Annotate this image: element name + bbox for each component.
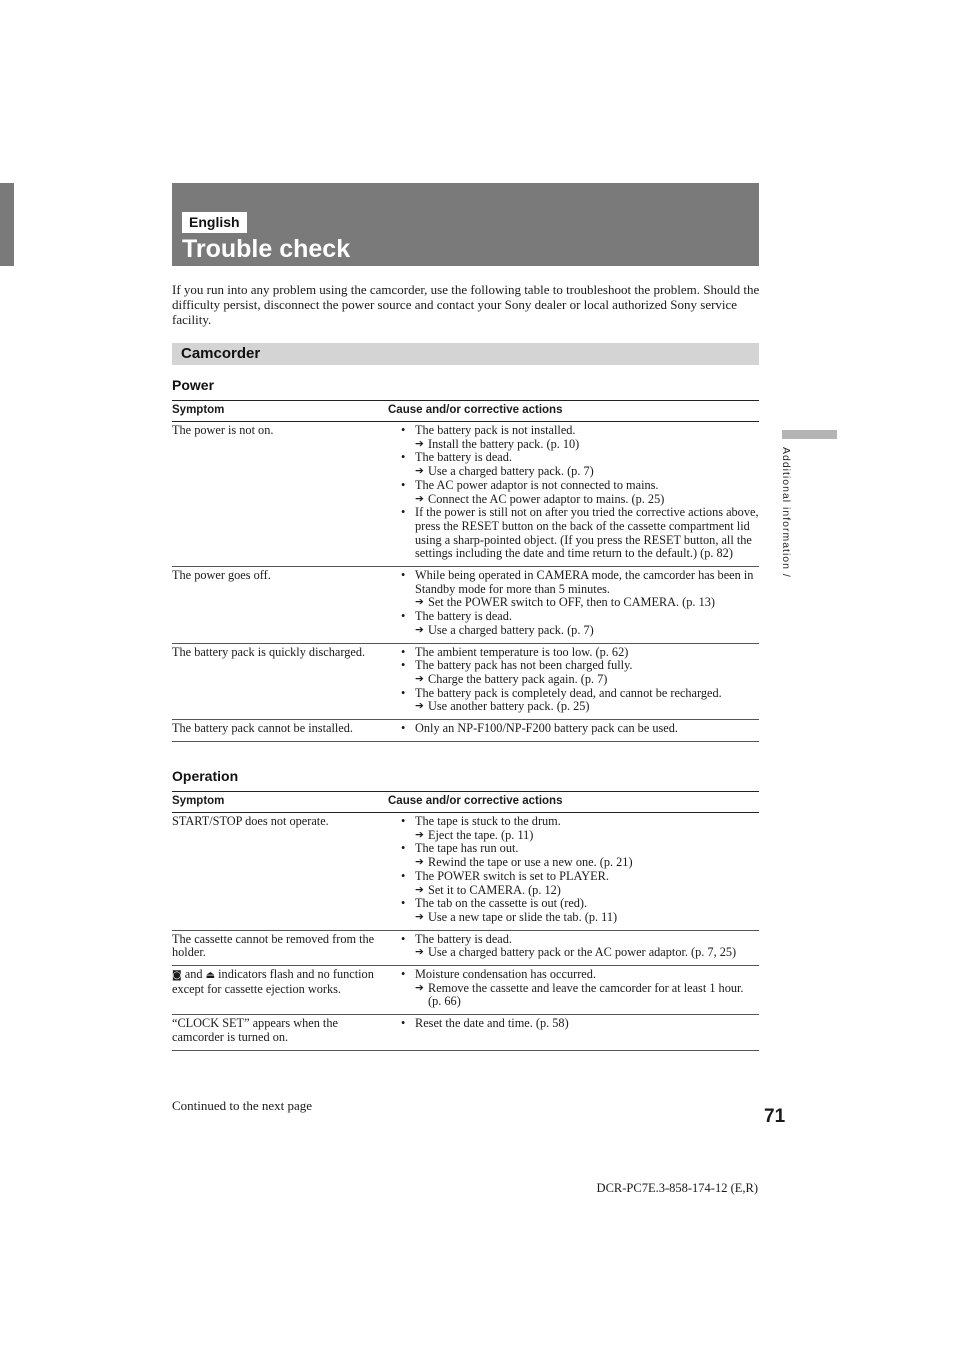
action-line: [415, 493, 759, 507]
action-text: Use a charged battery pack or the AC power adaptor. (p. 7, 25): [428, 945, 737, 960]
side-section-label: Additional information /: [780, 447, 792, 578]
cause-item: [388, 610, 759, 637]
cause-item: [388, 1017, 759, 1031]
section-title: Camcorder: [181, 345, 261, 362]
cause-header: Cause and/or corrective actions: [388, 401, 759, 422]
cause-item: [388, 479, 759, 506]
action-text: Remove the cassette and leave the camcorder for at least 1 hour. (p. 66): [428, 980, 744, 1009]
cause-text: The battery pack is not installed.: [415, 423, 576, 437]
table-row: [172, 930, 759, 965]
action-text: Use another battery pack. (p. 25): [428, 699, 590, 714]
arrow-icon: ➔: [415, 492, 424, 505]
cause-text: The AC power adaptor is not connected to mains.: [415, 477, 659, 492]
operation-heading: Operation: [172, 768, 239, 784]
cause-text: Moisture condensation has occurred.: [415, 967, 596, 982]
action-line: [415, 438, 759, 452]
table-row: [172, 813, 759, 931]
action-text: Use a new tape or slide the tab. (p. 11): [428, 909, 618, 924]
action-line: [415, 911, 759, 925]
cause-cell: [388, 643, 759, 720]
arrow-icon: ➔: [415, 856, 424, 869]
action-line: [415, 673, 759, 687]
symptom-cell: The battery pack is quickly discharged.: [172, 643, 388, 720]
action-text: Rewind the tape or use a new one. (p. 21): [428, 855, 633, 870]
table-row: [172, 643, 759, 720]
cause-text: Only an NP-F100/NP-F200 battery pack can be used.: [415, 721, 678, 736]
cause-item: [388, 722, 759, 736]
symptom-cell: The cassette cannot be removed from the holder.: [172, 930, 388, 965]
power-heading: Power: [172, 377, 215, 393]
action-line: [415, 596, 759, 610]
cause-cell: [388, 1015, 759, 1050]
symptom-cell: The power is not on.: [172, 422, 388, 567]
language-tag: English: [182, 212, 247, 233]
cause-item: [388, 569, 759, 610]
symptom-cell: “CLOCK SET” appears when the camcorder is turned on.: [172, 1015, 388, 1050]
action-line: [415, 700, 759, 714]
action-text: Use a charged battery pack. (p. 7): [428, 622, 594, 637]
cause-text: The battery is dead.: [415, 450, 512, 465]
action-text: Use a charged battery pack. (p. 7): [428, 464, 594, 479]
intro-paragraph: If you run into any problem using the camcorder, use the following table to troubleshoot the problem. Should the difficulty persist, disconnect the power source and contact your Sony dealer or local authorized Sony service facility.: [172, 282, 760, 327]
action-text: Install the battery pack. (p. 10): [428, 436, 580, 451]
arrow-icon: ➔: [415, 437, 424, 450]
cause-item: [388, 815, 759, 842]
action-line: [415, 829, 759, 843]
arrow-icon: ➔: [415, 596, 424, 609]
table-row: [172, 422, 759, 567]
action-line: [415, 946, 759, 960]
arrow-icon: ➔: [415, 946, 424, 959]
symptom-text-mid: and: [181, 967, 206, 982]
cause-item: [388, 506, 759, 561]
model-code: DCR-PC7E.3-858-174-12 (E,R): [596, 1181, 758, 1195]
action-line: [415, 624, 759, 638]
table-row: [172, 966, 759, 1015]
arrow-icon: ➔: [415, 910, 424, 923]
symptom-cell: [172, 966, 388, 1015]
action-text: Connect the AC power adaptor to mains. (p. 25): [428, 491, 665, 506]
arrow-icon: ➔: [415, 672, 424, 685]
left-edge-tab: [0, 183, 14, 266]
action-line: [415, 465, 759, 479]
action-text: Charge the battery pack again. (p. 7): [428, 671, 608, 686]
cause-text: Reset the date and time. (p. 58): [415, 1016, 569, 1031]
continued-note: Continued to the next page: [172, 1098, 313, 1113]
cause-text: The battery is dead.: [415, 931, 512, 946]
cause-text: The battery is dead.: [415, 609, 512, 624]
action-line: [415, 982, 759, 1009]
table-row: [172, 720, 759, 742]
page-number: 71: [764, 1106, 786, 1127]
side-section-bar: [782, 430, 837, 439]
cause-text: While being operated in CAMERA mode, the camcorder has been in Standby mode for more than 5 minutes.: [415, 568, 754, 596]
cause-item: [388, 968, 759, 1009]
table-header-row: [172, 401, 759, 422]
cause-cell: [388, 930, 759, 965]
symptom-header: Symptom: [172, 792, 388, 813]
cause-text: The tape has run out.: [415, 841, 519, 856]
table-row: [172, 567, 759, 644]
arrow-icon: ➔: [415, 700, 424, 713]
cause-text: The ambient temperature is too low. (p. 62): [415, 644, 629, 659]
symptom-text-rest: indicators flash and no function except for cassette ejection works.: [172, 967, 374, 996]
action-text: Set it to CAMERA. (p. 12): [428, 882, 561, 897]
table-row: [172, 1015, 759, 1050]
page-title: Trouble check: [182, 235, 351, 263]
arrow-icon: ➔: [415, 828, 424, 841]
arrow-icon: ➔: [415, 623, 424, 636]
action-text: Set the POWER switch to OFF, then to CAMERA. (p. 13): [428, 595, 715, 610]
cause-item: [388, 451, 759, 478]
cause-item: [388, 933, 759, 960]
cause-cell: [388, 567, 759, 644]
cause-text: The tape is stuck to the drum.: [415, 814, 561, 828]
cause-item: [388, 870, 759, 897]
section-band: [172, 343, 759, 365]
operation-table: [172, 791, 759, 1051]
cause-item: [388, 897, 759, 924]
cause-item: [388, 687, 759, 714]
arrow-icon: ➔: [415, 883, 424, 896]
symptom-cell: START/STOP does not operate.: [172, 813, 388, 931]
action-line: [415, 884, 759, 898]
cause-item: [388, 646, 759, 660]
action-text: Eject the tape. (p. 11): [428, 827, 534, 842]
action-line: [415, 856, 759, 870]
cause-text: The battery pack is completely dead, and cannot be recharged.: [415, 685, 722, 700]
cause-header: Cause and/or corrective actions: [388, 792, 759, 813]
cause-cell: [388, 966, 759, 1015]
cause-cell: [388, 720, 759, 742]
table-header-row: [172, 792, 759, 813]
cause-text: The battery pack has not been charged fully.: [415, 658, 633, 673]
cause-item: [388, 659, 759, 686]
cause-item: [388, 424, 759, 451]
cause-cell: [388, 422, 759, 567]
arrow-icon: ➔: [415, 465, 424, 478]
cause-text: The tab on the cassette is out (red).: [415, 896, 588, 911]
symptom-cell: The battery pack cannot be installed.: [172, 720, 388, 742]
cause-item: [388, 842, 759, 869]
cause-text: The POWER switch is set to PLAYER.: [415, 868, 609, 883]
power-table: [172, 400, 759, 742]
header-band: [172, 183, 759, 266]
cause-cell: [388, 813, 759, 931]
cause-text: If the power is still not on after you tried the corrective actions above, press the RESET button on the back of the cassette compartment lid using a sharp-pointed object. (If you press the RESET button, all the settings including the date and time return to the default.) (p. 82): [415, 505, 759, 561]
symptom-header: Symptom: [172, 401, 388, 422]
cassette-icon: ◙: [172, 970, 182, 982]
symptom-cell: The power goes off.: [172, 567, 388, 644]
arrow-icon: ➔: [415, 981, 424, 994]
eject-icon: ⏏: [205, 970, 216, 982]
